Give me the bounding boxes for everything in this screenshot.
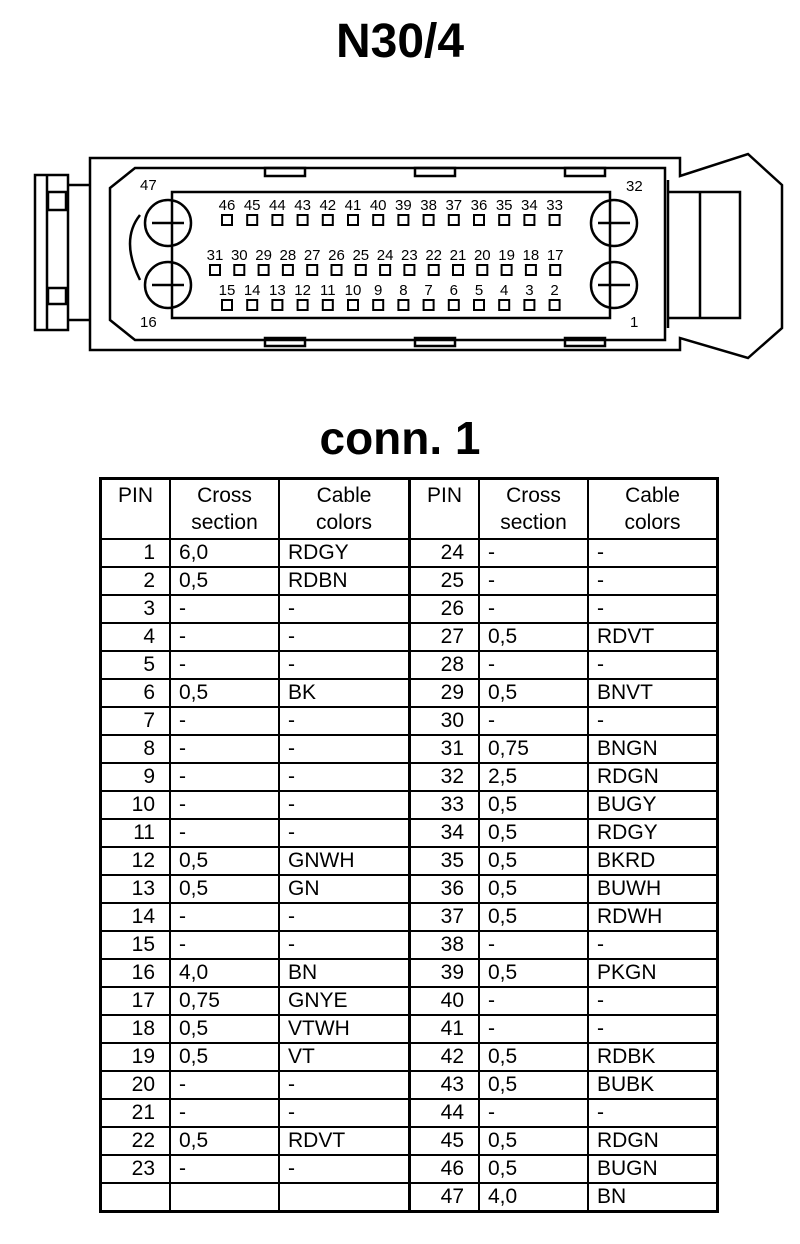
cell-cross-section: 0,5 <box>479 875 588 903</box>
pin-socket <box>373 300 383 310</box>
cell-cross-section: 0,5 <box>479 1071 588 1099</box>
cell-pin: 8 <box>101 735 171 763</box>
header-cable-colors: Cable colors <box>588 479 718 540</box>
cell-pin: 17 <box>101 987 171 1015</box>
header-pin: PIN <box>101 479 171 540</box>
cell-cross-section: 4,0 <box>479 1183 588 1212</box>
pin-label: 21 <box>449 247 467 264</box>
cell-cross-section: - <box>170 707 279 735</box>
pin-socket <box>259 265 269 275</box>
pin-label: 27 <box>303 247 321 264</box>
pin-socket <box>247 215 257 225</box>
cell-cable-color: BUWH <box>588 875 718 903</box>
cell-cable-color: - <box>279 1099 410 1127</box>
pin-socket <box>348 300 358 310</box>
pin-label: 31 <box>206 247 224 264</box>
cell-cross-section: - <box>170 595 279 623</box>
cell-pin: 43 <box>410 1071 480 1099</box>
pin-socket <box>424 215 434 225</box>
pin-label: 14 <box>243 282 261 299</box>
cell-pin: 1 <box>101 539 171 567</box>
pin-label: 37 <box>445 197 463 214</box>
cell-cable-color: GNWH <box>279 847 410 875</box>
cell-pin: 31 <box>410 735 480 763</box>
pin-label: 40 <box>369 197 387 214</box>
cell-cable-color: BN <box>588 1183 718 1212</box>
cell-cable-color: - <box>588 651 718 679</box>
cell-cable-color: - <box>588 1015 718 1043</box>
cell-pin: 10 <box>101 791 171 819</box>
cell-pin: 11 <box>101 819 171 847</box>
pin-label: 11 <box>320 282 336 299</box>
cell-cross-section: 0,5 <box>479 1155 588 1183</box>
header-pin: PIN <box>410 479 480 540</box>
cell-pin: 42 <box>410 1043 480 1071</box>
cell-cross-section: - <box>479 539 588 567</box>
pin-socket <box>524 300 534 310</box>
cell-pin: 23 <box>101 1155 171 1183</box>
cell-cable-color: RDGY <box>588 819 718 847</box>
cell-cable-color: RDGN <box>588 763 718 791</box>
cell-cable-color: RDGN <box>588 1127 718 1155</box>
pin-label: 28 <box>279 247 297 264</box>
pin-label: 44 <box>269 197 286 214</box>
pin-socket <box>474 215 484 225</box>
cell-cross-section: - <box>479 595 588 623</box>
cell-cross-section: 0,75 <box>479 735 588 763</box>
cell-pin: 12 <box>101 847 171 875</box>
pin-label: 29 <box>255 247 272 264</box>
pin-label: 10 <box>344 282 362 299</box>
connector-diagram <box>0 140 800 380</box>
table-row <box>101 875 718 903</box>
cell-pin: 32 <box>410 763 480 791</box>
pin-label: 15 <box>218 282 236 299</box>
cell-cable-color: - <box>279 931 410 959</box>
cell-cable-color: - <box>279 763 410 791</box>
pin-socket <box>502 265 512 275</box>
cell-pin: 39 <box>410 959 480 987</box>
cell-cross-section: 0,5 <box>479 623 588 651</box>
pin-socket <box>550 300 560 310</box>
cell-cable-color: - <box>279 1071 410 1099</box>
cell-cable-color: RDVT <box>588 623 718 651</box>
cell-cross-section: 0,5 <box>170 567 279 595</box>
cell-cross-section: 0,5 <box>170 1043 279 1071</box>
pin-socket <box>298 300 308 310</box>
cell-cable-color: BK <box>279 679 410 707</box>
cell-cross-section: - <box>170 903 279 931</box>
pin-label: 25 <box>352 247 370 264</box>
cell-cross-section: 0,5 <box>479 903 588 931</box>
cell-cross-section: - <box>170 623 279 651</box>
cell-cross-section: - <box>170 931 279 959</box>
pin-label: 39 <box>395 197 412 214</box>
cell-pin: 35 <box>410 847 480 875</box>
table-row <box>101 987 718 1015</box>
cell-cross-section: 0,5 <box>170 679 279 707</box>
cell-cross-section: - <box>479 567 588 595</box>
pin-label: 42 <box>319 197 337 214</box>
table-row <box>101 567 718 595</box>
cell-pin: 46 <box>410 1155 480 1183</box>
pin-socket <box>307 265 317 275</box>
pin-socket <box>424 300 434 310</box>
pin-socket <box>272 215 282 225</box>
cell-cable-color: VT <box>279 1043 410 1071</box>
cell-cross-section: 0,5 <box>479 791 588 819</box>
corner-label-1: 1 <box>630 314 639 331</box>
pin-socket <box>499 215 509 225</box>
pin-socket <box>247 300 257 310</box>
cell-cable-color: - <box>588 567 718 595</box>
table-row <box>101 1015 718 1043</box>
cell-pin: 13 <box>101 875 171 903</box>
cell-pin: 36 <box>410 875 480 903</box>
cell-cable-color: - <box>279 791 410 819</box>
cell-pin: 4 <box>101 623 171 651</box>
pin-label: 26 <box>328 247 345 264</box>
pin-socket <box>449 300 459 310</box>
cell-cable-color: RDBK <box>588 1043 718 1071</box>
cell-cross-section: 0,5 <box>170 1015 279 1043</box>
cell-cable-color: BUBK <box>588 1071 718 1099</box>
cell-cross-section: 0,75 <box>170 987 279 1015</box>
cell-cable-color: - <box>279 1155 410 1183</box>
table-row <box>101 819 718 847</box>
pin-label: 12 <box>294 282 311 299</box>
cell-pin: 21 <box>101 1099 171 1127</box>
cell-cross-section: 6,0 <box>170 539 279 567</box>
cell-pin: 16 <box>101 959 171 987</box>
table-row <box>101 735 718 763</box>
pin-label: 41 <box>344 197 362 214</box>
pin-label: 19 <box>498 247 515 264</box>
header-cable-colors: Cable colors <box>279 479 410 540</box>
cell-cable-color: - <box>588 539 718 567</box>
table-row <box>101 539 718 567</box>
pin-label: 22 <box>425 247 443 264</box>
cell-cross-section: - <box>479 1099 588 1127</box>
pin-socket <box>222 215 232 225</box>
cell-cross-section: - <box>170 1099 279 1127</box>
cell-cross-section: - <box>479 707 588 735</box>
pin-socket <box>356 265 366 275</box>
pin-socket <box>398 215 408 225</box>
pin-socket <box>323 215 333 225</box>
cell-cable-color: - <box>588 931 718 959</box>
cell-cable-color: - <box>279 735 410 763</box>
pin-socket <box>477 265 487 275</box>
pin-label: 8 <box>399 282 408 299</box>
cell-pin: 30 <box>410 707 480 735</box>
pin-socket <box>380 265 390 275</box>
pin-socket <box>234 265 244 275</box>
cell-pin: 19 <box>101 1043 171 1071</box>
pin-label: 20 <box>473 247 491 264</box>
cell-cross-section: - <box>479 931 588 959</box>
cell-pin: 7 <box>101 707 171 735</box>
pin-label: 17 <box>546 247 564 264</box>
table-header-row <box>101 479 718 540</box>
cell-pin: 2 <box>101 567 171 595</box>
cell-pin: 40 <box>410 987 480 1015</box>
pin-socket <box>332 265 342 275</box>
cell-pin: 26 <box>410 595 480 623</box>
cell-cable-color: VTWH <box>279 1015 410 1043</box>
cell-cable-color: RDVT <box>279 1127 410 1155</box>
cell-cable-color: BUGY <box>588 791 718 819</box>
cell-cross-section <box>170 1183 279 1212</box>
pin-socket <box>453 265 463 275</box>
table-row <box>101 931 718 959</box>
cell-cross-section: 0,5 <box>170 847 279 875</box>
pin-label: 30 <box>230 247 248 264</box>
pin-socket <box>210 265 220 275</box>
cell-cable-color: BKRD <box>588 847 718 875</box>
cell-cross-section: 4,0 <box>170 959 279 987</box>
cell-cable-color: GNYE <box>279 987 410 1015</box>
cell-cross-section: - <box>170 791 279 819</box>
pin-socket <box>398 300 408 310</box>
pin-label: 43 <box>294 197 311 214</box>
cell-cable-color: RDBN <box>279 567 410 595</box>
cell-pin: 45 <box>410 1127 480 1155</box>
pin-label: 45 <box>243 197 261 214</box>
pin-socket <box>348 215 358 225</box>
cell-cross-section: - <box>479 987 588 1015</box>
table-row <box>101 651 718 679</box>
pin-label: 46 <box>218 197 236 214</box>
pin-label: 13 <box>269 282 286 299</box>
table-row <box>101 1183 718 1212</box>
pin-socket <box>272 300 282 310</box>
cell-cable-color: - <box>588 1099 718 1127</box>
cell-pin: 14 <box>101 903 171 931</box>
cell-cable-color <box>279 1183 410 1212</box>
cell-pin: 27 <box>410 623 480 651</box>
cell-pin: 25 <box>410 567 480 595</box>
cell-cable-color: RDWH <box>588 903 718 931</box>
cell-pin: 29 <box>410 679 480 707</box>
pin-label: 5 <box>474 282 484 299</box>
cell-cable-color: - <box>588 987 718 1015</box>
pin-label: 6 <box>449 282 458 299</box>
pin-socket <box>499 300 509 310</box>
cell-cross-section: 2,5 <box>479 763 588 791</box>
cell-cross-section: 0,5 <box>479 819 588 847</box>
pin-label: 9 <box>374 282 383 299</box>
pin-socket <box>404 265 414 275</box>
table-row <box>101 679 718 707</box>
pin-label: 34 <box>521 197 538 214</box>
pin-label: 35 <box>495 197 513 214</box>
cell-pin: 6 <box>101 679 171 707</box>
header-cross-section: Cross section <box>479 479 588 540</box>
pin-label: 7 <box>424 282 433 299</box>
cell-pin: 41 <box>410 1015 480 1043</box>
pin-label: 2 <box>550 282 559 299</box>
page-title: N30/4 <box>335 15 465 68</box>
cell-pin: 37 <box>410 903 480 931</box>
cell-cable-color: RDGY <box>279 539 410 567</box>
cell-cross-section: 0,5 <box>479 847 588 875</box>
cell-pin: 47 <box>410 1183 480 1212</box>
pin-label: 3 <box>525 282 534 299</box>
cell-pin <box>101 1183 171 1212</box>
cell-pin: 24 <box>410 539 480 567</box>
pin-socket <box>373 215 383 225</box>
cell-cable-color: BNVT <box>588 679 718 707</box>
cell-cross-section: - <box>170 1071 279 1099</box>
table-row <box>101 1127 718 1155</box>
pin-label: 38 <box>420 197 437 214</box>
cell-pin: 22 <box>101 1127 171 1155</box>
table-row <box>101 1071 718 1099</box>
pin-label: 24 <box>376 247 394 264</box>
cell-cross-section: - <box>170 763 279 791</box>
pin-socket <box>429 265 439 275</box>
cell-cable-color: - <box>279 707 410 735</box>
cell-cross-section: - <box>170 1155 279 1183</box>
table-row <box>101 959 718 987</box>
table-row <box>101 847 718 875</box>
corner-label-16: 16 <box>140 314 157 331</box>
cell-pin: 34 <box>410 819 480 847</box>
pin-socket <box>474 300 484 310</box>
cell-pin: 9 <box>101 763 171 791</box>
header-cross-section: Cross section <box>170 479 279 540</box>
cell-cable-color: BN <box>279 959 410 987</box>
pin-label: 36 <box>470 197 488 214</box>
cell-pin: 18 <box>101 1015 171 1043</box>
cell-cross-section: - <box>170 651 279 679</box>
pin-socket <box>449 215 459 225</box>
cell-cable-color: GN <box>279 875 410 903</box>
cell-pin: 3 <box>101 595 171 623</box>
cell-pin: 5 <box>101 651 171 679</box>
cell-cross-section: 0,5 <box>170 875 279 903</box>
cell-cable-color: - <box>588 595 718 623</box>
table-row <box>101 1099 718 1127</box>
pin-socket <box>526 265 536 275</box>
cell-pin: 28 <box>410 651 480 679</box>
pin-socket <box>283 265 293 275</box>
cell-pin: 15 <box>101 931 171 959</box>
pin-label: 23 <box>401 247 418 264</box>
corner-label-47: 47 <box>140 177 157 194</box>
cell-cross-section: - <box>170 735 279 763</box>
pin-socket <box>524 215 534 225</box>
table-row <box>101 1155 718 1183</box>
cell-cross-section: 0,5 <box>170 1127 279 1155</box>
pin-label: 33 <box>546 197 563 214</box>
table-row <box>101 623 718 651</box>
corner-label-32: 32 <box>626 178 643 195</box>
cell-pin: 20 <box>101 1071 171 1099</box>
table-row <box>101 595 718 623</box>
cell-cross-section: - <box>479 1015 588 1043</box>
pin-socket <box>222 300 232 310</box>
cell-cross-section: 0,5 <box>479 959 588 987</box>
pin-table <box>99 477 719 1213</box>
cell-cable-color: PKGN <box>588 959 718 987</box>
cell-pin: 33 <box>410 791 480 819</box>
cell-cable-color: BNGN <box>588 735 718 763</box>
table-row <box>101 903 718 931</box>
table-row <box>101 707 718 735</box>
cell-cable-color: - <box>279 903 410 931</box>
cell-cross-section: 0,5 <box>479 1127 588 1155</box>
pin-socket <box>550 265 560 275</box>
pin-label: 4 <box>500 282 509 299</box>
table-row <box>101 763 718 791</box>
cell-cross-section: - <box>170 819 279 847</box>
pin-label: 18 <box>522 247 540 264</box>
cell-cable-color: - <box>279 595 410 623</box>
cell-cable-color: - <box>279 651 410 679</box>
connector-label: conn. 1 <box>319 412 481 464</box>
cell-cross-section: - <box>479 651 588 679</box>
pin-socket <box>550 215 560 225</box>
table-row <box>101 791 718 819</box>
cell-cross-section: 0,5 <box>479 679 588 707</box>
cell-pin: 38 <box>410 931 480 959</box>
pin-socket <box>298 215 308 225</box>
cell-cable-color: - <box>279 623 410 651</box>
table-row <box>101 1043 718 1071</box>
cell-cable-color: - <box>588 707 718 735</box>
pin-socket <box>323 300 333 310</box>
cell-cross-section: 0,5 <box>479 1043 588 1071</box>
cell-pin: 44 <box>410 1099 480 1127</box>
cell-cable-color: - <box>279 819 410 847</box>
cell-cable-color: BUGN <box>588 1155 718 1183</box>
